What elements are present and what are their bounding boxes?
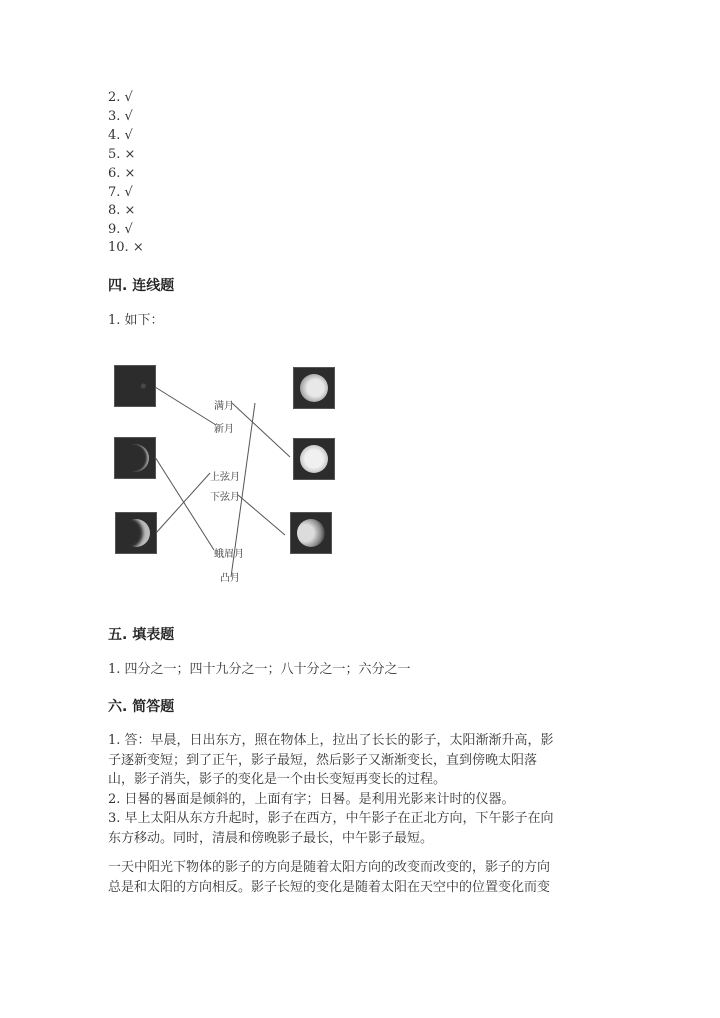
matching-item-1: 1. 如下： — [108, 313, 164, 328]
answer-item — [108, 88, 133, 107]
label-full-moon: 满月 — [214, 401, 234, 412]
answer-number: 10. — [108, 240, 129, 255]
answer-item — [108, 107, 133, 126]
answer-number: 9. — [108, 222, 121, 237]
check-mark-icon: √ — [124, 128, 133, 143]
answer-item — [108, 220, 133, 239]
text-line: 子逐新变短；到了正午，影子最短，然后影子又渐渐变长，直到傍晚太阳落 — [108, 752, 538, 768]
text-line: 一天中阳光下物体的影子的方向是随着太阳方向的改变而改变的，影子的方向 — [108, 860, 551, 875]
explanation-paragraph — [108, 858, 608, 897]
cross-mark-icon: × — [124, 147, 136, 162]
text-line: 山，影子消失，影子的变化是一个由长变短再变长的过程。 — [108, 772, 447, 787]
fill-table-answer-1: 1. 四分之一；四十九分之一；八十分之一；六分之一 — [108, 662, 411, 677]
answer-number: 3. — [108, 109, 121, 124]
section-heading-fill-table: 五. 填表题 — [108, 627, 175, 643]
answer-item — [108, 126, 133, 145]
short-answer-1 — [108, 731, 608, 848]
check-mark-icon: √ — [124, 222, 133, 237]
text-line: 1. 答：早晨，日出东方，照在物体上，拉出了长长的影子，太阳渐渐升高，影 — [108, 733, 554, 748]
answer-number: 5. — [108, 147, 121, 162]
short-answer-3-line: 东方移动。同时，清晨和傍晚影子最长，中午影子最短。 — [108, 830, 434, 846]
check-mark-icon: √ — [124, 109, 133, 124]
text-line: 总是和太阳的方向相反。影子长短的变化是随着太阳在天空中的位置变化而变 — [108, 879, 551, 895]
label-first-quarter: 上弦月 — [210, 472, 240, 483]
label-new-moon: 新月 — [214, 424, 234, 435]
answer-item — [108, 183, 133, 202]
cross-mark-icon: × — [132, 240, 144, 255]
answer-item — [108, 238, 144, 257]
cross-mark-icon: × — [124, 166, 136, 181]
answer-number: 4. — [108, 128, 121, 143]
answer-item — [108, 201, 135, 220]
answer-number: 2. — [108, 90, 121, 105]
connector-lines — [100, 355, 350, 590]
answer-number: 6. — [108, 166, 121, 181]
check-mark-icon: √ — [124, 185, 133, 200]
short-answer-2: 2. 日晷的晷面是倾斜的，上面有字；日晷。是利用光影来计时的仪器。 — [108, 791, 515, 807]
answer-number: 7. — [108, 185, 121, 200]
section-heading-matching: 四. 连线题 — [108, 278, 175, 294]
cross-mark-icon: × — [124, 203, 136, 218]
check-mark-icon: √ — [124, 90, 133, 105]
short-answer-3-line: 3. 早上太阳从东方升起时，影子在西方，中午影子在正北方向，下午影子在向 — [108, 811, 554, 826]
label-last-quarter: 下弦月 — [210, 492, 240, 503]
answer-number: 8. — [108, 203, 121, 218]
answer-item — [108, 145, 135, 164]
answer-item — [108, 164, 135, 183]
section-heading-short-answer: 六. 简答题 — [108, 699, 175, 715]
moon-phase-matching-diagram — [100, 355, 350, 590]
label-gibbous: 凸月 — [220, 573, 240, 584]
label-waxing-crescent: 蛾眉月 — [214, 549, 244, 560]
